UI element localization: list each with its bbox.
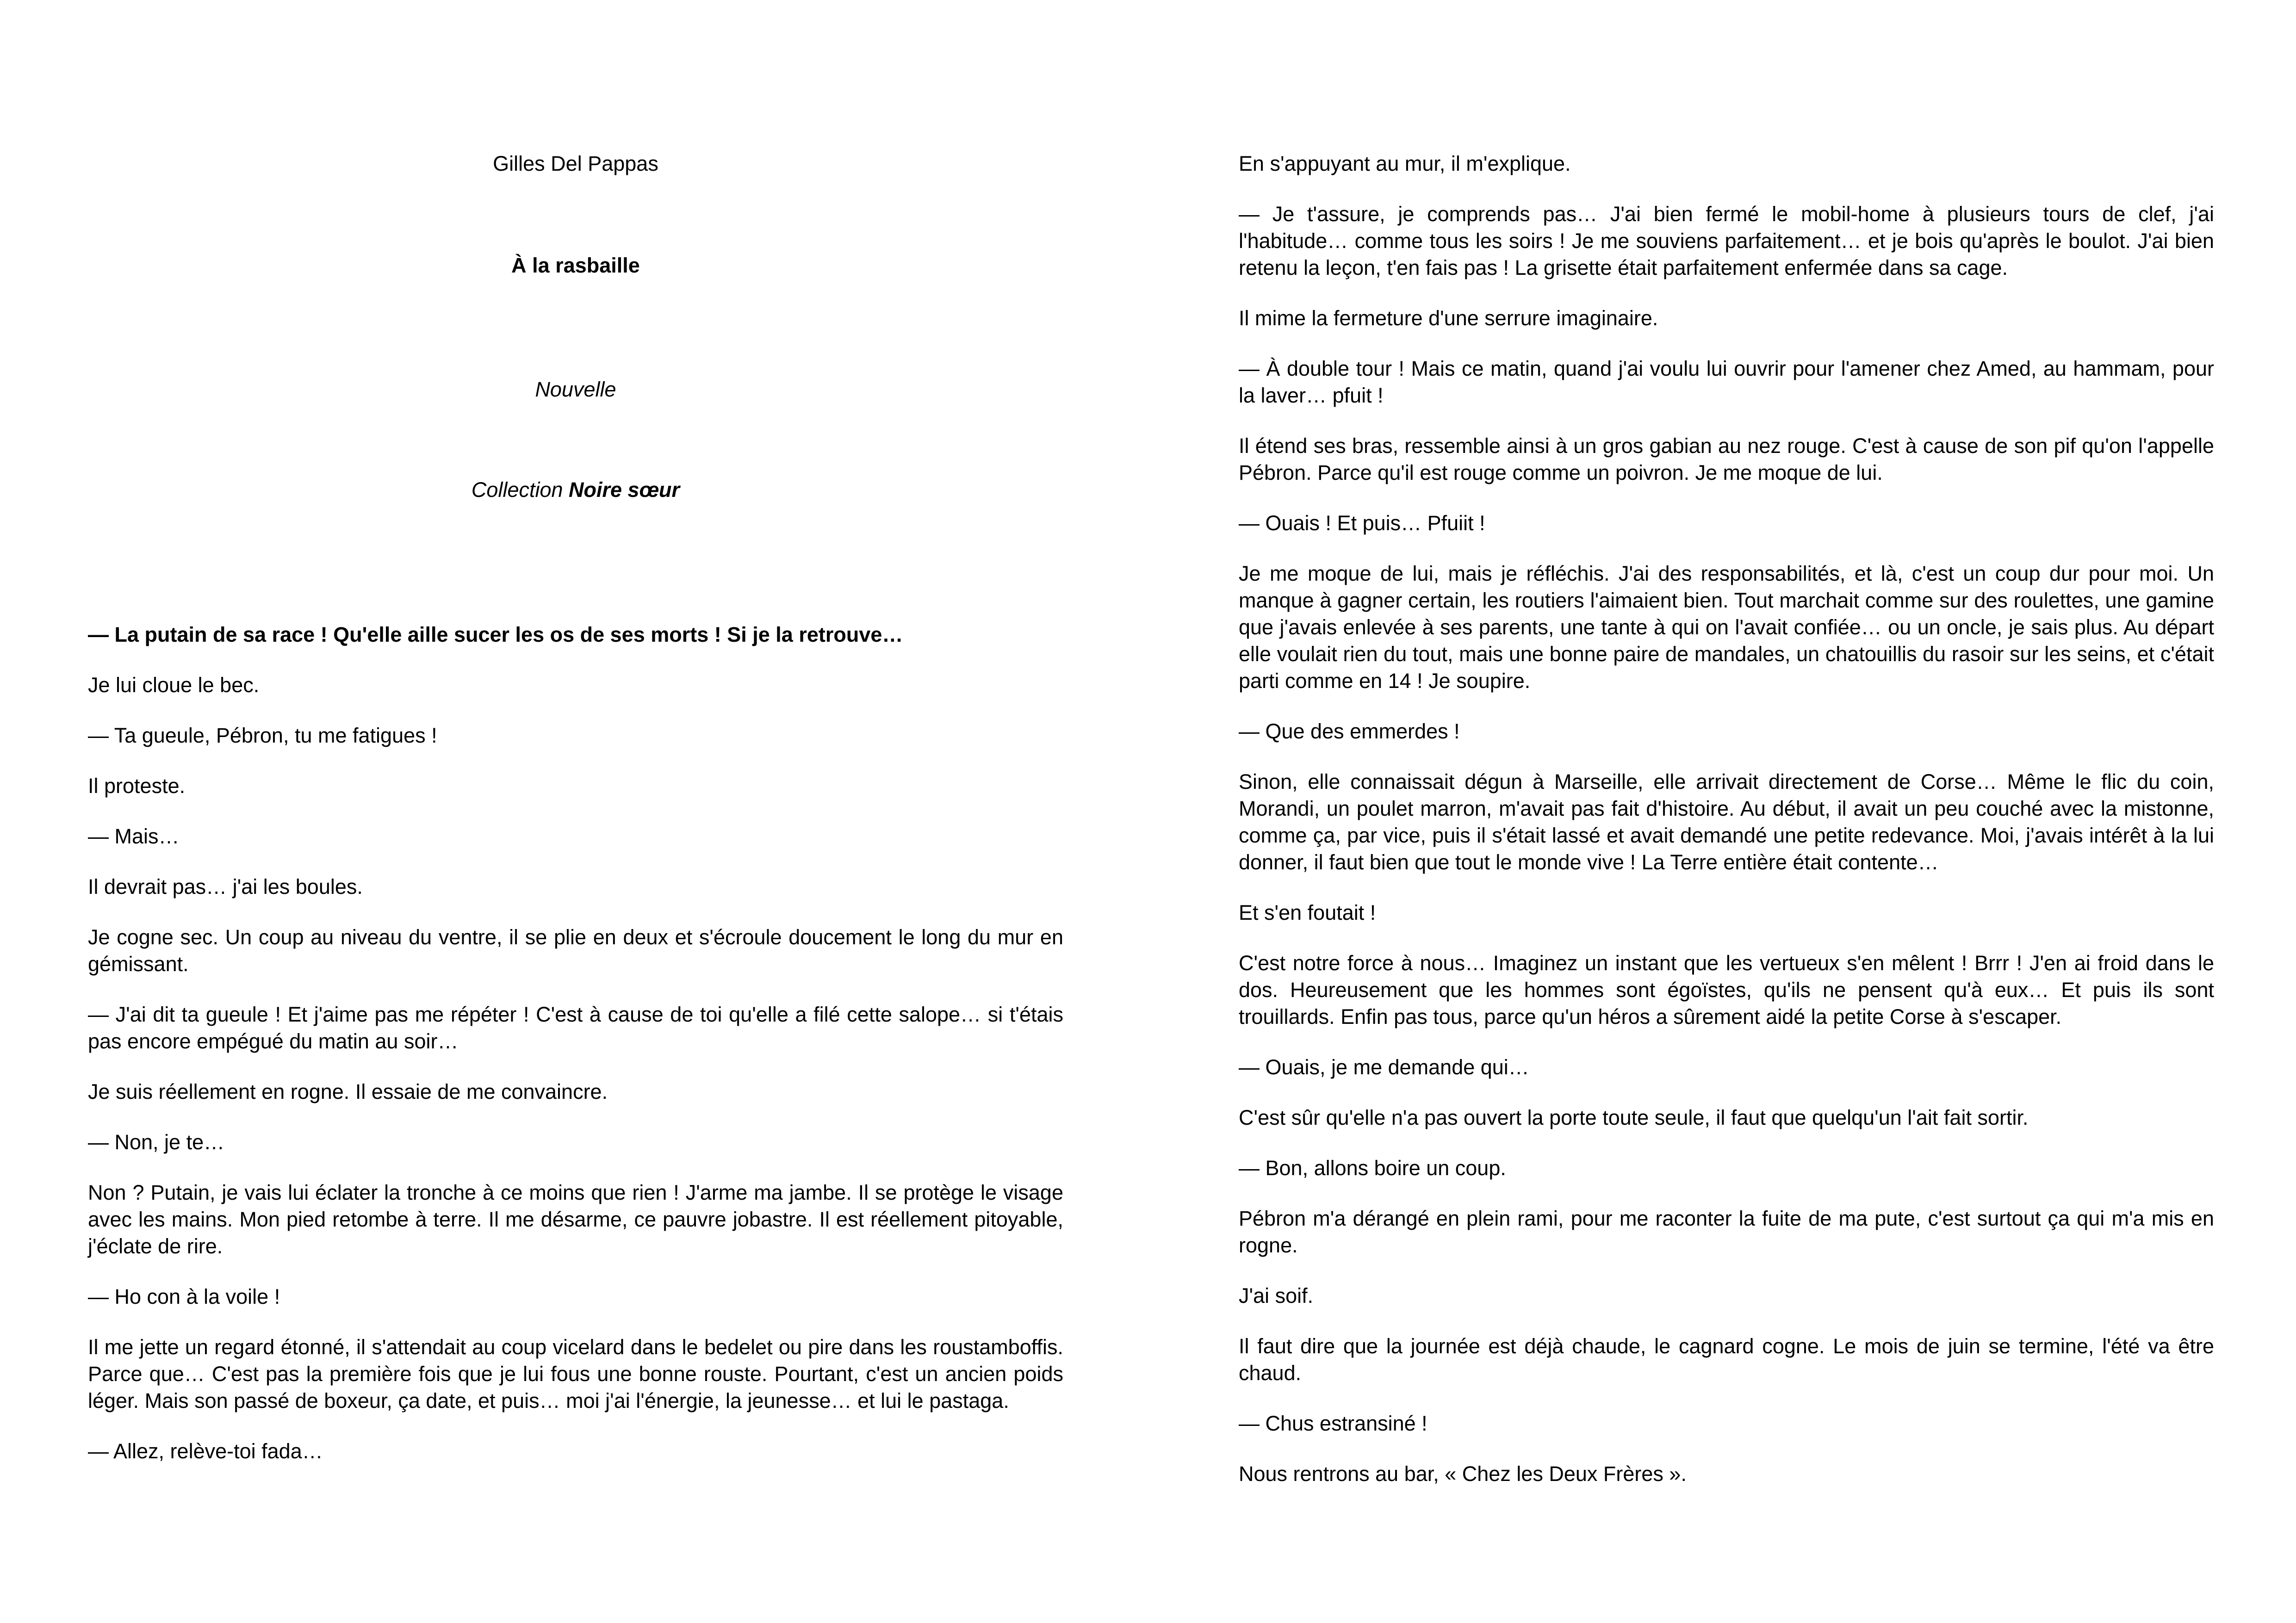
- paragraph: — Je t'assure, je comprends pas… J'ai bien fermé le mobil-home à plusieurs tours de clef, j'ai l'habitude… comme tous les soirs ! Je me souviens parfaitement… et je bois qu'après le boulot. J'ai bien retenu la leçon, t'en fais pas ! La grisette était parfaitement enfermée dans sa cage.: [1239, 202, 2214, 279]
- paragraph: Il me jette un regard étonné, il s'attendait au coup vicelard dans le bedelet ou pire dans les roustamboffis. Parce que… C'est pas la première fois que je lui fous une bonne rouste. Pourtant, c'est un ancien poids léger. Mais son passé de boxeur, ça date, et puis… moi j'ai l'énergie, la jeunesse… et lui le pastaga.: [88, 1335, 1063, 1412]
- paragraph: Je cogne sec. Un coup au niveau du ventre, il se plie en deux et s'écroule doucement le long du mur en gémissant.: [88, 925, 1063, 976]
- paragraph: — La putain de sa race ! Qu'elle aille sucer les os de ses morts ! Si je la retrouve…: [88, 623, 903, 646]
- paragraph: Je me moque de lui, mais je réfléchis. J'ai des responsabilités, et là, c'est un coup dur pour moi. Un manque à gagner certain, les routiers l'aimaient bien. Tout marchait comme sur des roulettes, une gamine que j'avais enlevée à ses parents, une tante à qui on l'avait confiée… ou un oncle, je sais plus. Au départ elle voulait rien du tout, mais une bonne paire de mandales, un chatouillis du rasoir sur les seins, et c'était parti comme en 14 ! Je soupire.: [1239, 562, 2214, 693]
- right-text-column: [1239, 150, 2214, 1511]
- paragraph: Nous rentrons au bar, « Chez les Deux Frères ».: [1239, 1462, 1687, 1486]
- paragraph: — J'ai dit ta gueule ! Et j'aime pas me répéter ! C'est à cause de toi qu'elle a filé cette salope… si t'étais pas encore empégué du matin au soir…: [88, 1003, 1063, 1053]
- paragraph: J'ai soif.: [1239, 1284, 1314, 1307]
- book-title: À la rasbaille: [511, 254, 640, 277]
- paragraph: — Ho con à la voile !: [88, 1285, 280, 1308]
- collection-name: Noire sœur: [569, 478, 680, 502]
- paragraph: — Chus estransiné !: [1239, 1412, 1427, 1435]
- paragraph: Non ? Putain, je vais lui éclater la tronche à ce moins que rien ! J'arme ma jambe. Il se protège le visage avec les mains. Mon pied retombe à terre. Il me désarme, ce pauvre jobastre. Il est réellement pitoyable, j'éclate de rire.: [88, 1181, 1063, 1258]
- paragraph: Sinon, elle connaissait dégun à Marseille, elle arrivait directement de Corse… Même le flic du coin, Morandi, un poulet marron, m'avait pas fait d'histoire. Au début, il avait un peu couché avec la mistonne, comme ça, par vice, puis il s'était lassé et avait demandé une petite redevance. Moi, j'avais intérêt à la lui donner, il faut bien que tout le monde vive ! La Terre entière était contente…: [1239, 770, 2214, 874]
- paragraph: Et s'en foutait !: [1239, 901, 1376, 924]
- genre-label: Nouvelle: [535, 378, 616, 401]
- paragraph: — Non, je te…: [88, 1130, 225, 1154]
- paragraph: Il faut dire que la journée est déjà chaude, le cagnard cogne. Le mois de juin se termine, l'été va être chaud.: [1239, 1334, 2214, 1385]
- collection-prefix: Collection: [471, 478, 569, 502]
- paragraph: — Mais…: [88, 824, 180, 848]
- paragraph: — Ta gueule, Pébron, tu me fatigues !: [88, 724, 437, 747]
- author-name: Gilles Del Pappas: [493, 152, 658, 175]
- paragraph: — Ouais, je me demande qui…: [1239, 1055, 1529, 1079]
- paragraph: Il devrait pas… j'ai les boules.: [88, 875, 363, 898]
- paragraph: C'est notre force à nous… Imaginez un instant que les vertueux s'en mêlent ! Brrr ! J'en ai froid dans le dos. Heureusement que les hommes sont égoïstes, qu'ils ne pensent qu'à eux… Et puis ils sont trouillards. Enfin pas tous, parce qu'un héros a sûrement aidé la petite Corse à s'escaper.: [1239, 951, 2214, 1028]
- paragraph: — Ouais ! Et puis… Pfuiit !: [1239, 511, 1485, 535]
- right-page: [1148, 0, 2296, 1623]
- paragraph: En s'appuyant au mur, il m'explique.: [1239, 152, 1571, 175]
- collection-label: [88, 477, 1063, 503]
- paragraph: — Bon, allons boire un coup.: [1239, 1156, 1506, 1180]
- left-text-column: [88, 621, 1063, 1488]
- paragraph: — À double tour ! Mais ce matin, quand j'ai voulu lui ouvrir pour l'amener chez Amed, au hammam, pour la laver… pfuit !: [1239, 357, 2214, 407]
- paragraph: Il proteste.: [88, 774, 186, 798]
- paragraph: — Que des emmerdes !: [1239, 719, 1460, 743]
- paragraph: Il mime la fermeture d'une serrure imaginaire.: [1239, 306, 1658, 330]
- paragraph: Je suis réellement en rogne. Il essaie de me convaincre.: [88, 1080, 608, 1103]
- paragraph: Pébron m'a dérangé en plein rami, pour me raconter la fuite de ma pute, c'est surtout ça qui m'a mis en rogne.: [1239, 1207, 2214, 1257]
- paragraph: C'est sûr qu'elle n'a pas ouvert la porte toute seule, il faut que quelqu'un l'ait fait sortir.: [1239, 1106, 2029, 1129]
- paragraph: — Allez, relève-toi fada…: [88, 1439, 323, 1463]
- paragraph: Il étend ses bras, ressemble ainsi à un gros gabian au nez rouge. C'est à cause de son pif qu'on l'appelle Pébron. Parce qu'il est rouge comme un poivron. Je me moque de lui.: [1239, 434, 2214, 484]
- paragraph: Je lui cloue le bec.: [88, 673, 260, 697]
